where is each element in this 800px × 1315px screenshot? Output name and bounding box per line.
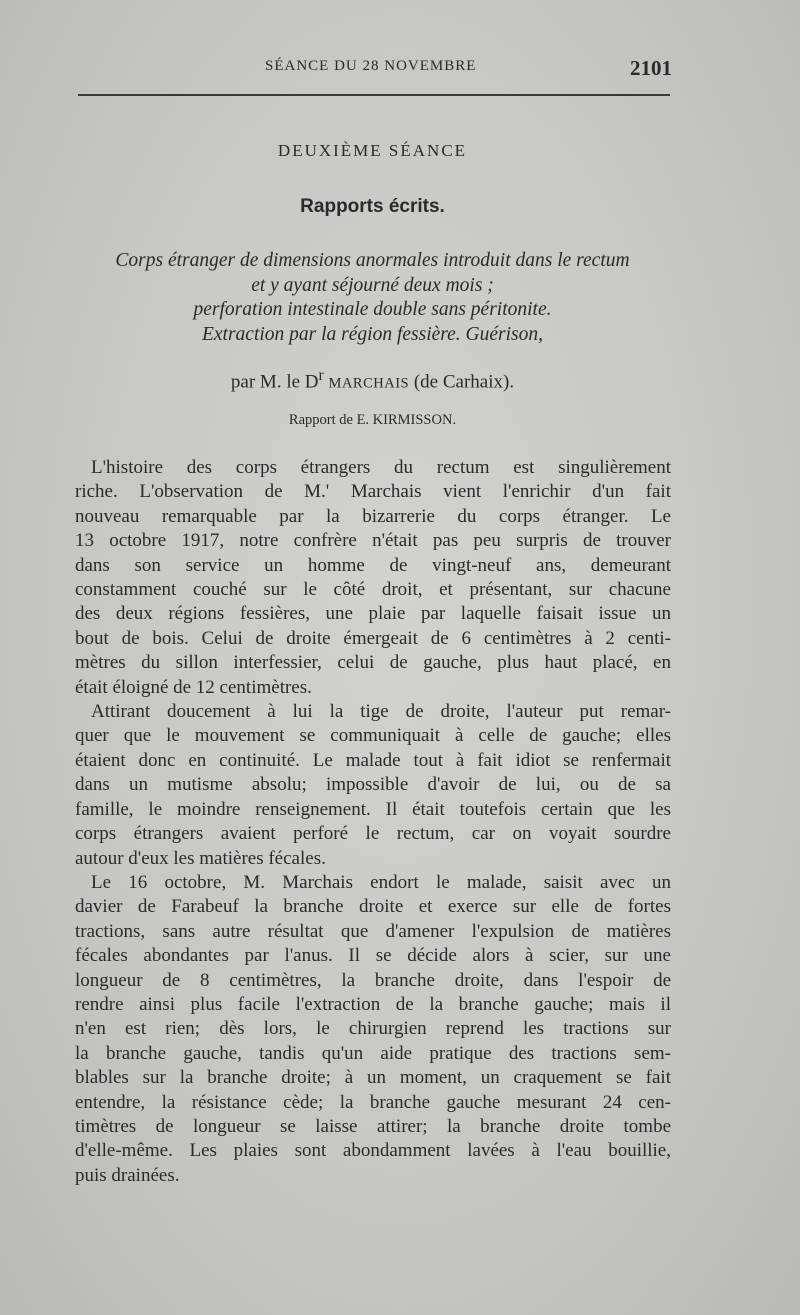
text-line: d'elle-même. Les plaies sont abondamment lavées à l'eau bouillie, bbox=[75, 1140, 671, 1162]
section-heading: DEUXIÈME SÉANCE bbox=[277, 141, 468, 160]
text-line: n'en est rien; dès lors, le chirurgien reprend les tractions sur bbox=[75, 1018, 671, 1040]
author-superscript: r bbox=[318, 367, 324, 384]
text-line: timètres de longueur se laisse attirer; la branche droite tombe bbox=[75, 1115, 671, 1137]
text-line: étaient donc en continuité. Le malade tout à fait idiot se renfermait bbox=[75, 749, 671, 771]
reporter-line: Rapport de E. KIRMISSON. bbox=[288, 412, 457, 428]
article-title-line: Corps étranger de dimensions anormales introduit dans le rectum bbox=[115, 250, 630, 271]
text-line: fécales abondantes par l'anus. Il se décide alors à scier, sur une bbox=[75, 945, 671, 967]
text-line: famille, le moindre renseignement. Il était toutefois certain que les bbox=[75, 798, 671, 820]
text-line: bout de bois. Celui de droite émergeait de 6 centimètres à 2 centi- bbox=[75, 627, 671, 649]
text-line: mètres du sillon interfessier, celui de gauche, plus haut placé, en bbox=[75, 652, 671, 674]
text-line: 13 octobre 1917, notre confrère n'était pas peu surpris de trouver bbox=[75, 530, 671, 552]
text-line: des deux régions fessières, une plaie par laquelle faisait issue un bbox=[75, 603, 671, 625]
text-line: riche. L'observation de M.' Marchais vient l'enrichir d'un fait bbox=[75, 481, 671, 503]
text-line: dans son service un homme de vingt-neuf ans, demeurant bbox=[75, 554, 671, 576]
author-prefix: par M. le D bbox=[230, 371, 319, 393]
text-line: Le 16 octobre, M. Marchais endort le malade, saisit avec un bbox=[91, 871, 671, 893]
running-head-title: SÉANCE DU 28 NOVEMBRE bbox=[265, 58, 477, 74]
text-line: davier de Farabeuf la branche droite et exerce sur elle de fortes bbox=[75, 896, 671, 918]
paragraph bbox=[75, 456, 671, 700]
text-line: nouveau remarquable par la bizarrerie du corps étranger. Le bbox=[75, 505, 671, 527]
text-line: longueur de 8 centimètres, la branche droite, dans l'espoir de bbox=[75, 969, 671, 991]
author-suffix: (de Carhaix). bbox=[409, 371, 515, 393]
text-line: constamment couché sur le côté droit, et présentant, sur chacune bbox=[75, 579, 671, 601]
text-line: était éloigné de 12 centimètres. bbox=[75, 676, 312, 698]
text-line: quer que le mouvement se communiquait à celle de gauche; elles bbox=[75, 725, 671, 747]
author-name: MARCHAIS bbox=[328, 375, 410, 392]
paragraph bbox=[75, 871, 671, 1188]
text-line: rendre ainsi plus facile l'extraction de la branche gauche; mais il bbox=[75, 993, 671, 1015]
article-title-line: Extraction par la région fessière. Guérison, bbox=[201, 323, 544, 345]
text-line: autour d'eux les matières fécales. bbox=[75, 847, 326, 869]
author-byline bbox=[0, 367, 745, 393]
text-line: la branche gauche, tandis qu'un aide pratique des tractions sem- bbox=[75, 1042, 671, 1064]
running-head bbox=[75, 56, 670, 82]
text-line: blables sur la branche droite; à un moment, un craquement se fait bbox=[75, 1067, 671, 1089]
subsection-heading: Rapports écrits. bbox=[300, 196, 445, 217]
page-number: 2101 bbox=[630, 56, 672, 80]
text-line: tractions, sans autre résultat que d'amener l'expulsion de matières bbox=[75, 920, 671, 942]
body-text bbox=[75, 456, 671, 1188]
text-line: corps étrangers avaient perforé le rectum, car on voyait sourdre bbox=[75, 823, 671, 845]
text-line: Attirant doucement à lui la tige de droite, l'auteur put remar- bbox=[91, 701, 671, 723]
article-title bbox=[60, 249, 685, 347]
text-line: dans un mutisme absolu; impossible d'avoir de lui, ou de sa bbox=[75, 774, 671, 796]
article-title-line: et y ayant séjourné deux mois ; bbox=[251, 274, 494, 296]
text-line: L'histoire des corps étrangers du rectum est singulièrement bbox=[91, 457, 671, 478]
text-line: puis drainées. bbox=[75, 1164, 180, 1186]
article-title-line: perforation intestinale double sans péritonite. bbox=[193, 299, 552, 320]
paragraph bbox=[75, 700, 671, 871]
text-line: entendre, la résistance cède; la branche gauche mesurant 24 cen- bbox=[75, 1091, 671, 1113]
header-rule bbox=[78, 94, 670, 96]
